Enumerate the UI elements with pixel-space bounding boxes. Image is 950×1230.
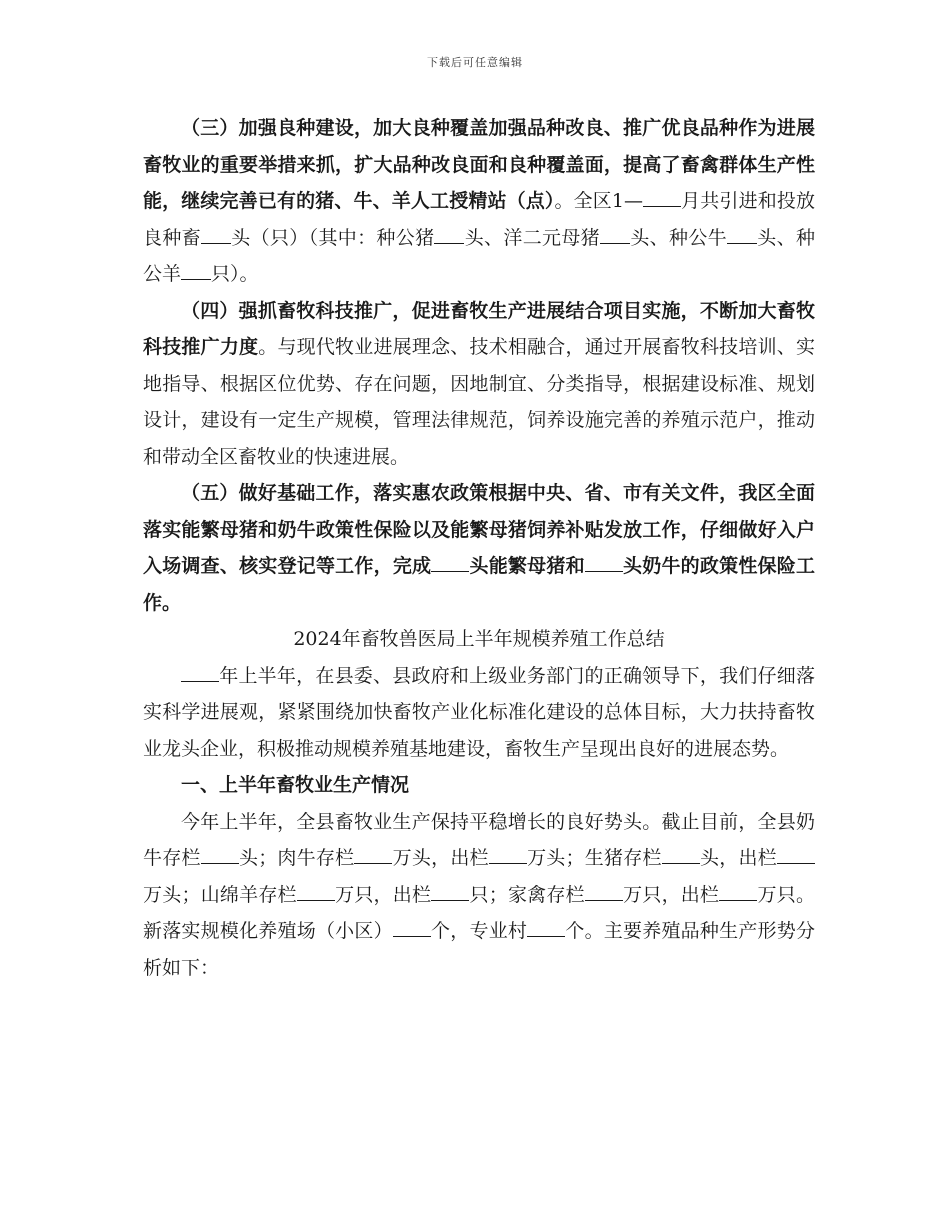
document-title: 2024年畜牧兽医局上半年规模养殖工作总结	[293, 628, 665, 650]
blank	[431, 900, 469, 901]
blank	[585, 571, 623, 572]
blank	[201, 243, 231, 244]
section-heading-1: 一、上半年畜牧业生产情况	[181, 774, 410, 796]
document-body	[143, 110, 815, 986]
section-3-heading: （三）加强良种建设，加大良种覆盖加强品种改良、推广优良品种作为进展畜牧业的重要举措来抓，扩大品种改良面和良种覆盖面，提高了畜禽群体生产性能，继续完善已有的猪、牛、羊人工授精站（点）	[143, 117, 815, 212]
blank	[297, 900, 335, 901]
blank	[643, 206, 681, 207]
blank	[489, 863, 527, 864]
blank	[662, 863, 700, 864]
paragraph-section-4: （四）强抓畜牧科技推广，促进畜牧生产进展结合项目实施，不断加大畜牧科技推广力度。与现代牧业进展理念、技术相融合，通过开展畜牧科技培训、实地指导、根据区位优势、存在问题，因地制宜、分类指导，根据建设标准、规划设计，建设有一定生产规模，管理法律规范，饲养设施完善的养殖示范户，推动和带动全区畜牧业的快速进展。	[143, 299, 815, 468]
blank	[434, 243, 464, 244]
blank	[181, 681, 219, 682]
section-4-heading: （四）强抓畜牧科技推广，促进畜牧生产进展结合项目实施，不断加大畜牧科技推广力度	[143, 299, 815, 358]
blank	[354, 863, 392, 864]
blank	[585, 900, 623, 901]
paragraph-intro: 年上半年，在县委、县政府和上级业务部门的正确领导下，我们仔细落实科学进展观，紧紧围绕加快畜牧产业化标准化建设的总体目标，大力扶持畜牧业龙头企业，积极推动规模养殖基地建设，畜牧生产呈现出良好的进展态势。	[143, 664, 815, 760]
blank	[527, 936, 565, 937]
blank	[777, 863, 815, 864]
paragraph-section-3: （三）加强良种建设，加大良种覆盖加强品种改良、推广优良品种作为进展畜牧业的重要举措来抓，扩大品种改良面和良种覆盖面，提高了畜禽群体生产性能，继续完善已有的猪、牛、羊人工授精站（点）。全区1— 月共引进和投放良种畜 头（只）（其中：种公猪 头、洋二元母猪 头、种公牛 头、种公羊 只）。	[143, 117, 815, 285]
paragraph-production: 今年上半年，全县畜牧业生产保持平稳增长的良好势头。截止目前，全县奶牛存栏 头；肉牛存栏 万头，出栏 万头；生猪存栏 头，出栏万头；山绵羊存栏 万只，出栏 只；家禽存栏 万只，出栏 万只。新落实规模化养殖场（小区） 个，专业村 个。主要养殖品种生产形势分析如下：	[143, 810, 815, 979]
page-header: 下载后可任意编辑	[427, 56, 523, 69]
blank	[431, 571, 469, 572]
blank	[600, 243, 630, 244]
blank	[181, 279, 211, 280]
blank	[719, 900, 757, 901]
blank	[727, 243, 757, 244]
paragraph-section-5: （五）做好基础工作，落实惠农政策根据中央、省、市有关文件，我区全面落实能繁母猪和奶牛政策性保险以及能繁母猪饲养补贴发放工作，仔细做好入户入场调查、核实登记等工作，完成 头能繁母猪和 头奶牛的政策性保险工作。	[143, 482, 815, 614]
blank	[201, 863, 239, 864]
blank	[393, 936, 431, 937]
